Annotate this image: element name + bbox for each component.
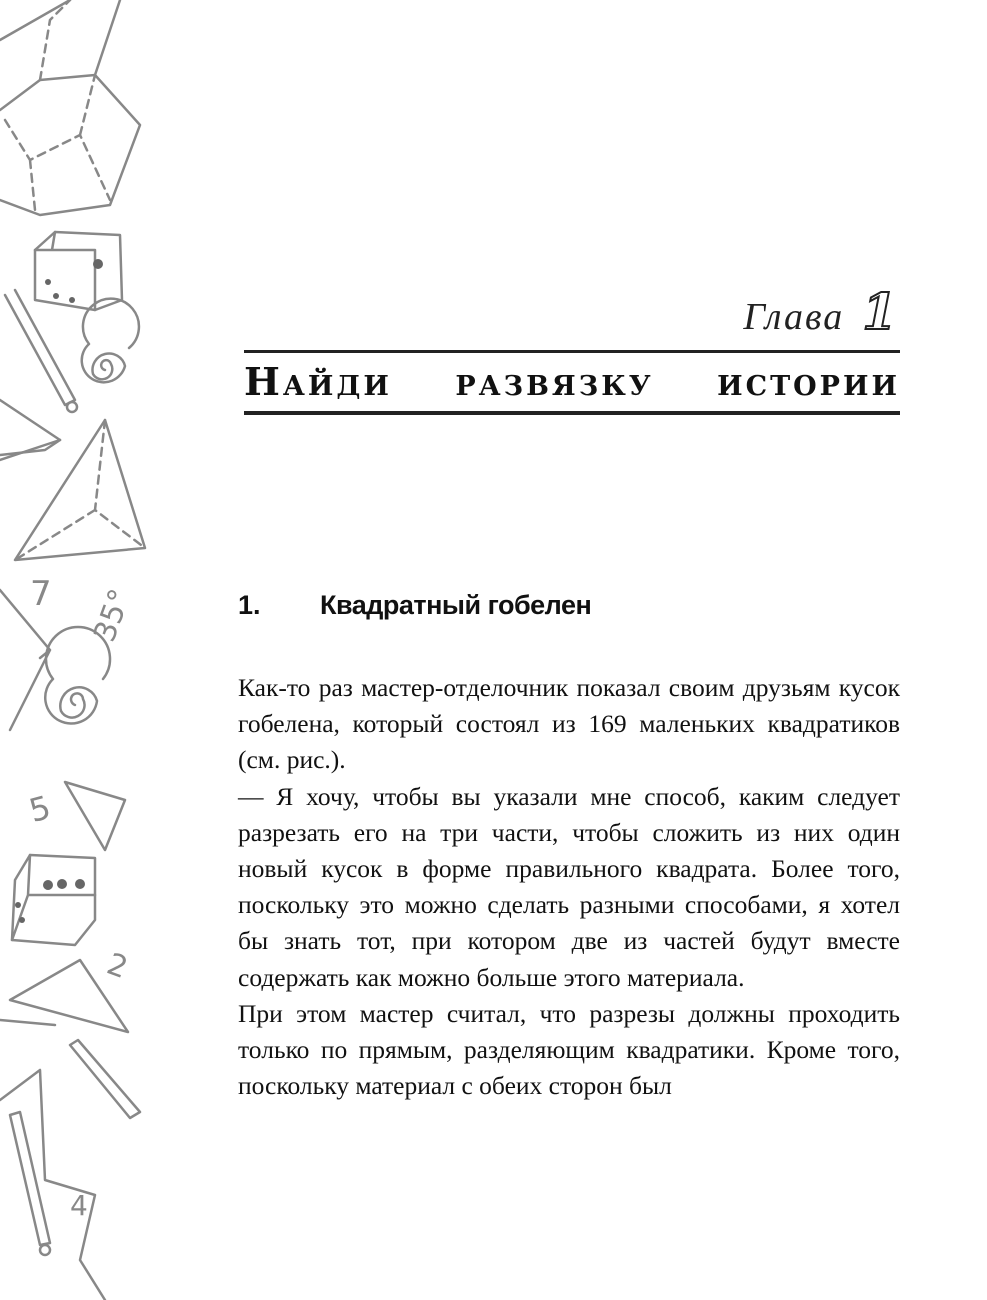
sidebar-number-7: 7 <box>30 574 52 614</box>
polyhedron-doodle <box>0 0 140 215</box>
chapter-label-text: Глава <box>743 296 845 338</box>
sidebar-doodles <box>0 0 160 1300</box>
chapter-label <box>743 282 899 341</box>
triangle-doodle-3 <box>65 782 125 850</box>
sidebar-number-5: 5 <box>25 788 55 830</box>
sidebar-number-35: 35° <box>87 584 139 647</box>
section-number: 1. <box>238 590 261 620</box>
spiral-doodle-2 <box>45 627 110 724</box>
pencil-doodle <box>5 290 77 412</box>
section-heading <box>238 590 591 621</box>
paragraph: Как-то раз мастер-отделочник показал своим друзьям кусок гобелена, который состоял из 169 маленьких квадратиков (см. рис.). <box>238 673 900 775</box>
pencil-doodle-2 <box>70 1040 140 1118</box>
chapter-title: Найди развязку истории <box>244 359 900 404</box>
triangle-doodle <box>0 400 60 460</box>
die-doodle-2 <box>12 855 95 945</box>
paragraph: При этом мастер считал, что разрезы должны проходить только по прямым, разделяющим квадратики. Кроме того, поскольку материал с обеих сторон был <box>238 998 900 1101</box>
section-title: Квадратный гобелен <box>320 590 592 620</box>
paragraph: — Я хочу, чтобы вы указали мне способ, каким следует разрезать его на три части, чтобы сложить из них один новый кусок в форме правильного квадрата. Более того, поскольку это можно сделать разными способами, я хотел бы знать тот, при котором две из частей будут вместе содержать как можно больше этого материала. <box>238 781 900 992</box>
sidebar-number-2: 2 <box>102 946 133 987</box>
title-rule-bottom <box>244 411 900 415</box>
zigzag-doodle <box>0 1020 105 1300</box>
body-text <box>238 670 900 1104</box>
sidebar-number-4: 4 <box>70 1189 88 1222</box>
pyramid-doodle <box>15 420 145 560</box>
chapter-number: 1 <box>862 282 899 341</box>
spiral-doodle <box>82 299 139 383</box>
